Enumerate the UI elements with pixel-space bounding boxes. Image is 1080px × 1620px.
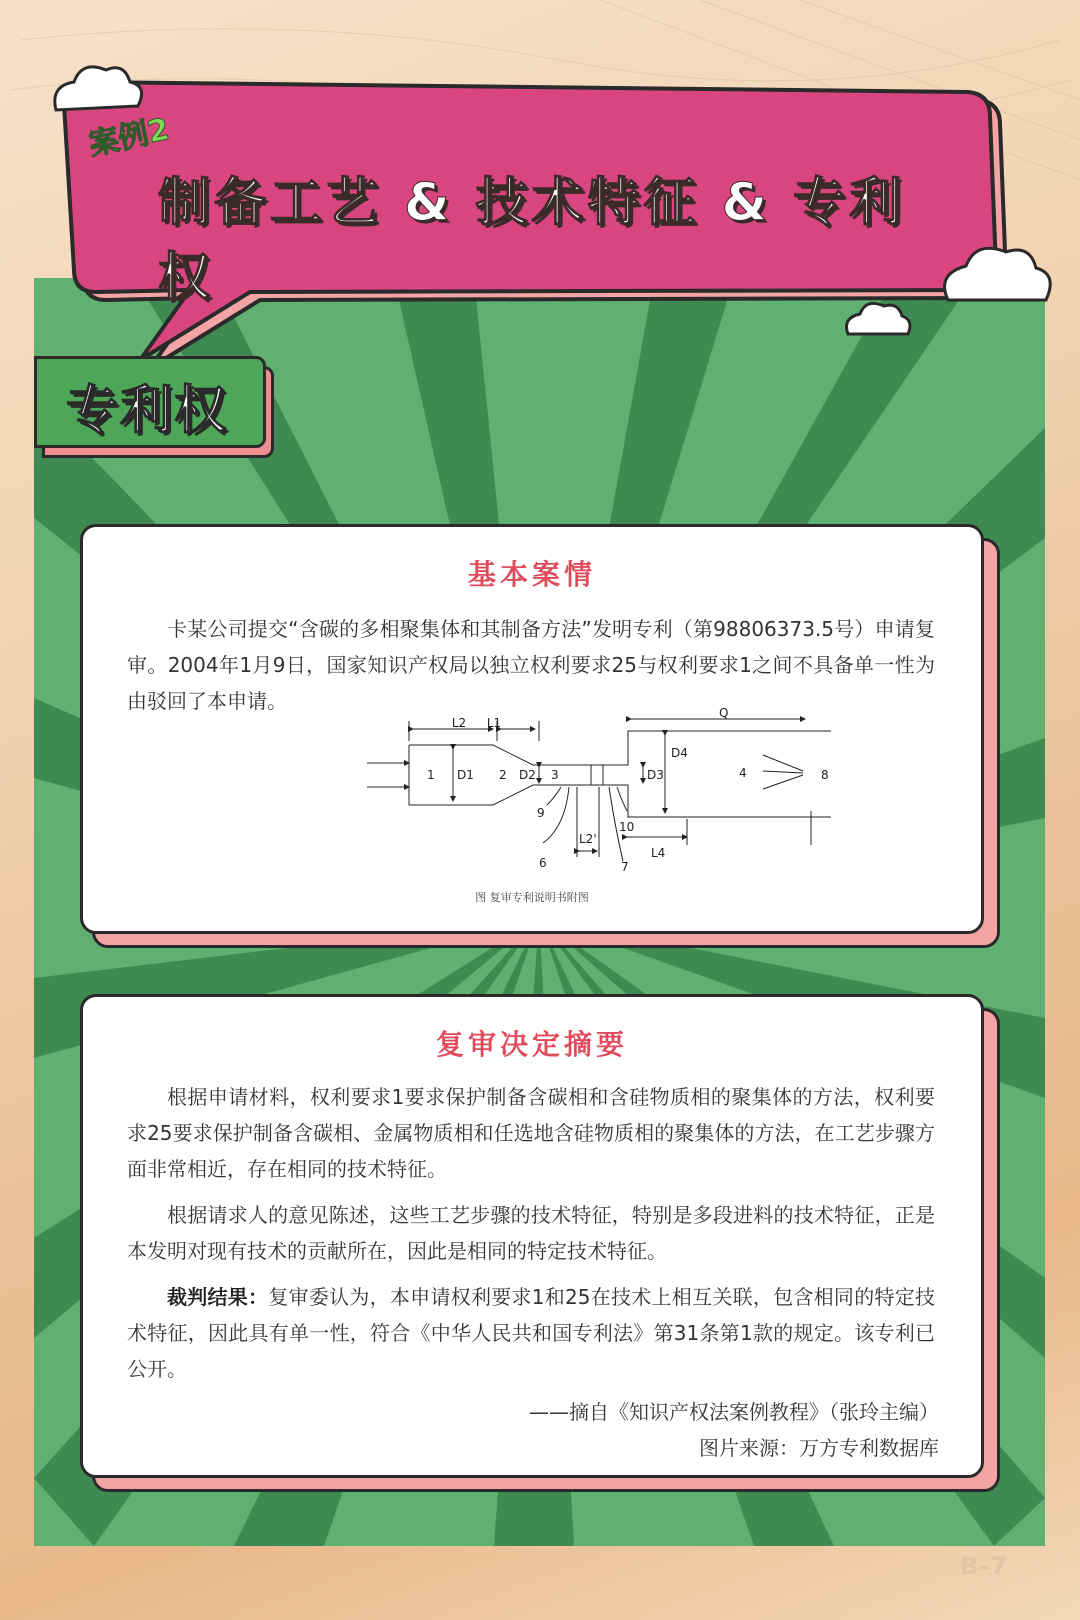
label-n4: 4 (739, 766, 747, 780)
label-L2prime: L2' (579, 832, 597, 846)
page-number: B–7 (960, 1552, 1007, 1580)
label-n9: 9 (537, 806, 545, 820)
card-title: 复审决定摘要 (435, 1028, 628, 1061)
label-D1: D1 (457, 768, 474, 782)
card-review-decision (80, 994, 984, 1478)
decision-paragraph-2: 根据请求人的意见陈述，这些工艺步骤的技术特征，特别是多段进料的技术特征，正是本发明对现有技术的贡献所在，因此是相同的特定技术特征。 (127, 1203, 935, 1263)
verdict-label: 裁判结果： (167, 1285, 269, 1309)
label-n8: 8 (821, 768, 829, 782)
section-tag-label: 专利权 (66, 381, 229, 441)
label-D3: D3 (647, 768, 664, 782)
section-tag (34, 356, 266, 448)
source-citation: ——摘自《知识产权法案例教程》（张玲主编） (529, 1400, 939, 1424)
label-n10: 10 (619, 820, 635, 834)
label-n1: 1 (427, 768, 435, 782)
label-n6: 6 (539, 856, 547, 870)
label-n3: 3 (551, 768, 559, 782)
case-paragraph: 卡某公司提交“含碳的多相聚集体和其制备方法”发明专利（第98806373.5号）申请复审。2004年1月9日，国家知识产权局以独立权利要求25与权利要求1之间不具备单一性为由驳回了本申请。 (127, 617, 935, 713)
card-basic-facts (80, 524, 984, 934)
case-label: 案例2 (85, 111, 173, 163)
label-L4: L4 (651, 846, 666, 860)
page-title: 制备工艺 & 技术特征 & 专利权 (158, 173, 906, 308)
card-title: 基本案情 (467, 558, 596, 591)
decision-paragraph-1: 根据申请材料，权利要求1要求保护制备含碳相和含硅物质相的聚集体的方法，权利要求25要求保护制备含碳相、金属物质相和任选地含硅物质相的聚集体的方法，在工艺步骤方面非常相近，存在相同的技术特征。 (127, 1085, 935, 1181)
decision-paragraph-3 (127, 1279, 935, 1387)
label-n7: 7 (621, 860, 629, 874)
label-L2: L2 (451, 716, 467, 730)
image-source: 图片来源：万方专利数据库 (699, 1436, 939, 1460)
label-Q: Q (719, 706, 729, 720)
figure-caption: 图 复审专利说明书附图 (475, 891, 589, 904)
patent-figure (373, 706, 873, 875)
label-n2: 2 (499, 768, 507, 782)
verdict-text: 复审委认为，本申请权利要求1和25在技术上相互关联，包含相同的特定技术特征，因此具有单一性，符合《中华人民共和国专利法》第31条第1款的规定。该专利已公开。 (127, 1285, 935, 1381)
label-L1: L1 (486, 716, 502, 730)
label-D2: D2 (519, 768, 536, 782)
label-D4: D4 (671, 746, 688, 760)
